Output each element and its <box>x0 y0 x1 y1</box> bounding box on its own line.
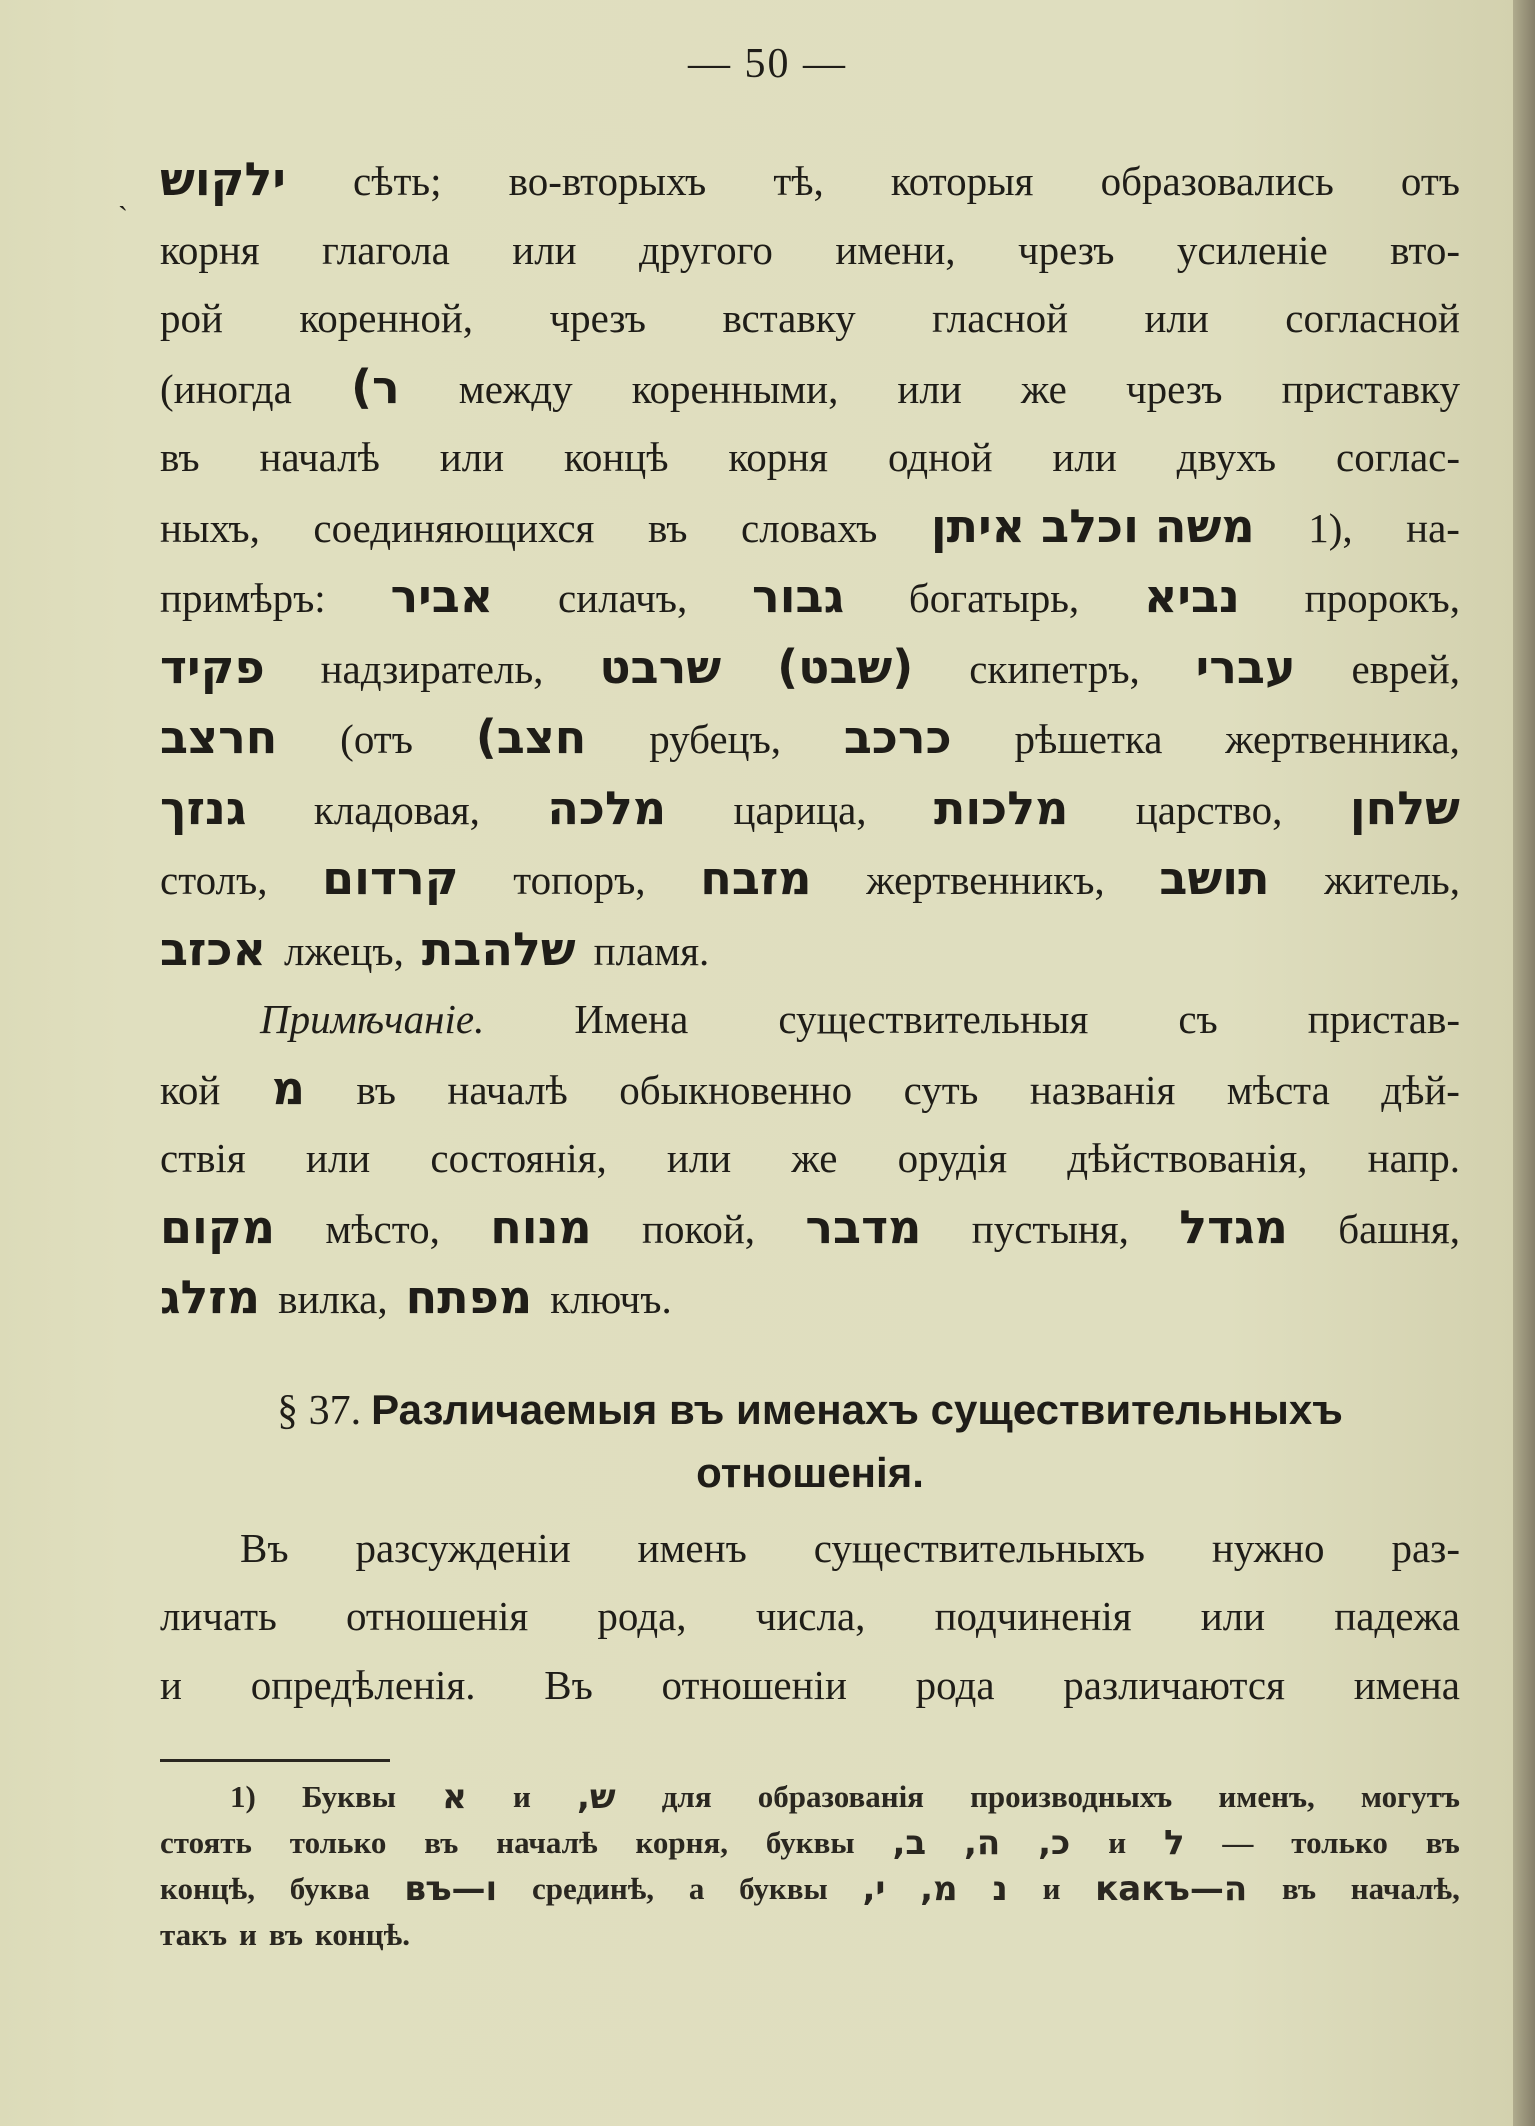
word: ствія <box>160 1135 246 1181</box>
word: Имена <box>574 996 689 1042</box>
note-line <box>160 1124 1460 1193</box>
word: такъ <box>160 1917 228 1952</box>
body-line <box>160 145 1460 216</box>
word: или <box>666 1135 732 1181</box>
hebrew-word: מלכה <box>547 780 667 835</box>
word: буквы <box>765 1825 855 1860</box>
hebrew-word: ה—какъ <box>1095 1869 1248 1909</box>
section-line <box>160 1582 1460 1651</box>
word: соглас- <box>1336 434 1460 480</box>
note-rest <box>160 1054 1460 1334</box>
word: гласной <box>932 295 1069 341</box>
word: существительныя <box>778 996 1089 1042</box>
word: 1) <box>230 1779 256 1814</box>
hebrew-word: ש, <box>576 1777 616 1817</box>
hebrew-word: אביר <box>390 569 494 623</box>
word: пристав- <box>1307 996 1460 1042</box>
word: раз- <box>1391 1524 1460 1571</box>
footnote-line <box>160 1912 1460 1958</box>
word: соединяющихся <box>313 504 595 551</box>
hebrew-word: ה, <box>963 1823 1001 1863</box>
hebrew-word: משה וכלב איתן <box>930 498 1255 553</box>
word: рубецъ, <box>649 716 782 762</box>
word: падежа <box>1334 1593 1460 1639</box>
word: приставку <box>1281 365 1460 412</box>
section-title-1: Различаемыя въ именахъ существительныхъ <box>371 1385 1343 1433</box>
note-line <box>160 1263 1460 1334</box>
word: мѣста <box>1226 1066 1330 1113</box>
word: именъ <box>637 1524 747 1571</box>
section-heading-line-1 <box>160 1379 1460 1442</box>
footnote <box>160 1774 1460 1958</box>
word: началѣ <box>447 1066 568 1113</box>
hebrew-word: ל <box>1163 1823 1185 1863</box>
word: отношенія <box>345 1593 529 1639</box>
word: жертвенникъ, <box>866 857 1105 903</box>
word: пророкъ, <box>1304 575 1460 621</box>
note-line <box>160 1193 1460 1264</box>
word: обыкновенно <box>619 1066 853 1113</box>
hebrew-word: נביא <box>1143 569 1240 623</box>
page-content <box>160 145 1460 1958</box>
word: Въ <box>240 1524 289 1571</box>
hebrew-word: מזבח <box>700 851 812 905</box>
word: въ <box>356 1066 396 1113</box>
body-text <box>160 145 1460 985</box>
word: въ <box>160 434 200 480</box>
note-line <box>160 985 1460 1054</box>
word: или <box>1052 434 1117 480</box>
footnote-line <box>160 1866 1460 1912</box>
word: началѣ, <box>1350 1871 1460 1906</box>
section-line <box>160 1514 1460 1583</box>
hebrew-word: מזלג <box>160 1270 261 1324</box>
word: и <box>1108 1825 1127 1860</box>
word: и <box>512 1779 531 1814</box>
word: въ <box>424 1825 459 1860</box>
word: концѣ. <box>314 1917 410 1952</box>
word: суть <box>903 1066 979 1113</box>
word: между <box>458 365 573 412</box>
section-line <box>160 1651 1460 1720</box>
word: рѣшетка <box>1014 716 1163 762</box>
word: пламя. <box>593 927 710 974</box>
word: Въ <box>544 1661 593 1708</box>
word: буквы <box>739 1871 828 1906</box>
word: рода, <box>597 1593 687 1639</box>
word: же <box>1020 365 1067 412</box>
word: царица, <box>733 786 867 833</box>
word: имена <box>1353 1661 1460 1708</box>
body-line <box>160 216 1460 285</box>
word: нужно <box>1211 1524 1325 1571</box>
word: производныхъ <box>970 1779 1173 1814</box>
word: и <box>160 1661 182 1708</box>
word: надзиратель, <box>320 645 544 692</box>
hebrew-word: מלכות <box>933 780 1069 835</box>
body-line <box>160 703 1460 774</box>
word: образовались <box>1100 158 1334 204</box>
word: же <box>791 1135 838 1181</box>
hebrew-word: ב, <box>892 1823 927 1863</box>
hebrew-word: מדבר <box>805 1199 922 1254</box>
word: съ <box>1178 996 1218 1042</box>
word: житель, <box>1324 857 1460 903</box>
hebrew-word: נ <box>992 1869 1008 1909</box>
word: другого <box>639 226 773 273</box>
footnote-line <box>160 1820 1460 1866</box>
word: различаются <box>1063 1661 1285 1708</box>
word: подчиненія <box>934 1593 1132 1639</box>
word: срединѣ, <box>531 1871 655 1906</box>
word: или <box>1200 1593 1266 1639</box>
note-line <box>160 1054 1460 1125</box>
word: во-вторыхъ <box>508 158 707 204</box>
word: или <box>439 434 505 480</box>
body-line <box>160 774 1460 845</box>
body-line <box>160 284 1460 353</box>
word: состоянія, <box>430 1135 607 1181</box>
word: корня <box>160 226 260 273</box>
word: опредѣленія. <box>250 1661 476 1708</box>
footnote-line <box>160 1774 1460 1820</box>
word: концѣ, <box>160 1871 256 1906</box>
hebrew-word: גנזך <box>160 780 247 835</box>
hebrew-word: גבור <box>752 569 845 623</box>
word: или <box>512 226 577 273</box>
word: топоръ, <box>513 857 646 903</box>
word: для <box>661 1779 712 1814</box>
page-edge-shadow <box>1513 0 1535 2126</box>
word: только <box>1291 1825 1388 1860</box>
word: разсужденіи <box>355 1524 571 1571</box>
body-line <box>160 844 1460 915</box>
hebrew-word: מנוח <box>490 1199 592 1254</box>
word: могутъ <box>1360 1779 1460 1814</box>
word: названія <box>1029 1066 1176 1113</box>
hebrew-word: פקיד <box>160 639 265 694</box>
word: началѣ <box>496 1825 598 1860</box>
word: началѣ <box>259 434 380 480</box>
word: чрезъ <box>1125 365 1223 412</box>
word: чрезъ <box>549 295 646 341</box>
word: именъ, <box>1218 1779 1315 1814</box>
word: коренной, <box>299 295 474 341</box>
word: или <box>897 365 962 412</box>
section-title-2: отношенія. <box>696 1448 924 1496</box>
word: числа, <box>755 1593 866 1639</box>
word: столъ, <box>160 857 268 903</box>
word: въ <box>647 504 688 551</box>
hebrew-word: אכזב <box>160 921 267 976</box>
word: одной <box>887 434 993 480</box>
word: ныхъ, <box>160 504 260 551</box>
hebrew-word: ר) <box>350 359 400 414</box>
word: (иногда <box>160 365 292 412</box>
word: въ <box>1281 1871 1317 1906</box>
page-number: — 50 — <box>688 41 847 87</box>
word: сѣть; <box>353 158 442 204</box>
word: пустыня, <box>971 1205 1129 1252</box>
word: коренными, <box>631 365 839 412</box>
hebrew-word: תושב <box>1159 851 1270 905</box>
word: отношеніи <box>661 1661 847 1708</box>
word: рода <box>915 1661 995 1708</box>
hebrew-word: כרכב <box>843 710 952 764</box>
word: дѣй- <box>1381 1066 1460 1113</box>
word: — <box>1222 1825 1254 1860</box>
body-line <box>160 562 1460 633</box>
hebrew-word: חצב) <box>475 710 587 764</box>
hebrew-word: חרצב <box>160 710 278 764</box>
word: стоять <box>160 1825 252 1860</box>
hebrew-word: מ <box>271 1060 305 1115</box>
hebrew-word: מ, <box>920 1869 958 1909</box>
word: усиленіе <box>1176 226 1328 273</box>
footnote-divider <box>160 1759 390 1762</box>
word: имени, <box>835 226 956 273</box>
word: корня <box>728 434 829 480</box>
hebrew-word: שלחן <box>1349 780 1460 835</box>
word: кой <box>160 1066 221 1113</box>
word: вилка, <box>278 1276 388 1322</box>
hebrew-word: י, <box>862 1869 886 1909</box>
word: тѣ, <box>773 158 824 204</box>
margin-mark: ˎ <box>118 178 128 211</box>
word: только <box>289 1825 387 1860</box>
hebrew-word: (שבט) <box>777 639 914 694</box>
section-heading <box>160 1379 1460 1504</box>
hebrew-word: מפתח <box>405 1270 533 1324</box>
word: которыя <box>890 158 1034 204</box>
word: двухъ <box>1176 434 1277 480</box>
hebrew-word: מגדל <box>1179 1199 1288 1254</box>
word: напр. <box>1367 1135 1460 1181</box>
word: существительныхъ <box>813 1524 1145 1571</box>
word: мѣсто, <box>325 1205 440 1252</box>
word: жертвенника, <box>1225 716 1460 762</box>
word: дѣйствованія, <box>1067 1135 1308 1181</box>
word: лжецъ, <box>284 927 404 974</box>
body-line <box>160 915 1460 986</box>
word: рой <box>160 295 223 341</box>
word: кладовая, <box>313 786 480 833</box>
word: глагола <box>322 226 450 273</box>
word: 1), <box>1308 504 1353 551</box>
word: богатырь, <box>908 575 1080 621</box>
note-block <box>160 985 1460 1334</box>
hebrew-word: כ, <box>1038 1823 1071 1863</box>
hebrew-word: ו—въ <box>404 1869 498 1909</box>
hebrew-word: שלהבת <box>421 921 576 976</box>
word: силачъ, <box>558 575 688 621</box>
word: чрезъ <box>1017 226 1115 273</box>
hebrew-word: עברי <box>1195 639 1296 694</box>
word: и <box>239 1917 257 1952</box>
word: башня, <box>1338 1205 1460 1252</box>
word: вто- <box>1390 226 1460 273</box>
word: согласной <box>1285 295 1460 341</box>
hebrew-word: ילקוש <box>160 152 286 206</box>
body-line <box>160 353 1460 424</box>
word: въ <box>1425 1825 1460 1860</box>
body-line <box>160 423 1460 492</box>
word: покой, <box>642 1205 756 1252</box>
section-number: § 37. <box>277 1387 362 1434</box>
note-label: Примѣчаніе. <box>260 996 485 1042</box>
word: образованія <box>757 1779 924 1814</box>
section-text <box>160 1514 1460 1720</box>
word: скипетръ, <box>969 645 1140 692</box>
word: въ <box>268 1917 303 1952</box>
hebrew-word: א <box>442 1777 467 1817</box>
hebrew-word: שרבט <box>599 639 722 694</box>
word: буква <box>289 1871 370 1906</box>
word: примѣръ: <box>160 575 326 621</box>
word: словахъ <box>741 504 878 551</box>
word: и <box>1042 1871 1061 1906</box>
word: а <box>688 1871 705 1906</box>
word: отъ <box>1400 158 1460 204</box>
word: или <box>1144 295 1209 341</box>
body-line <box>160 492 1460 563</box>
hebrew-word: קרדום <box>322 851 459 905</box>
word: или <box>305 1135 371 1181</box>
word: (отъ <box>340 716 413 762</box>
word: орудія <box>897 1135 1008 1181</box>
word: ключъ. <box>550 1276 672 1322</box>
word: Буквы <box>301 1779 396 1814</box>
word: концѣ <box>564 434 669 480</box>
body-line <box>160 633 1460 704</box>
word: личать <box>160 1593 277 1639</box>
word: царство, <box>1135 786 1283 833</box>
word: на- <box>1406 504 1460 551</box>
word: корня, <box>635 1825 729 1860</box>
word: еврей, <box>1351 645 1460 692</box>
hebrew-word: מקום <box>160 1199 275 1254</box>
word: вставку <box>722 295 856 341</box>
